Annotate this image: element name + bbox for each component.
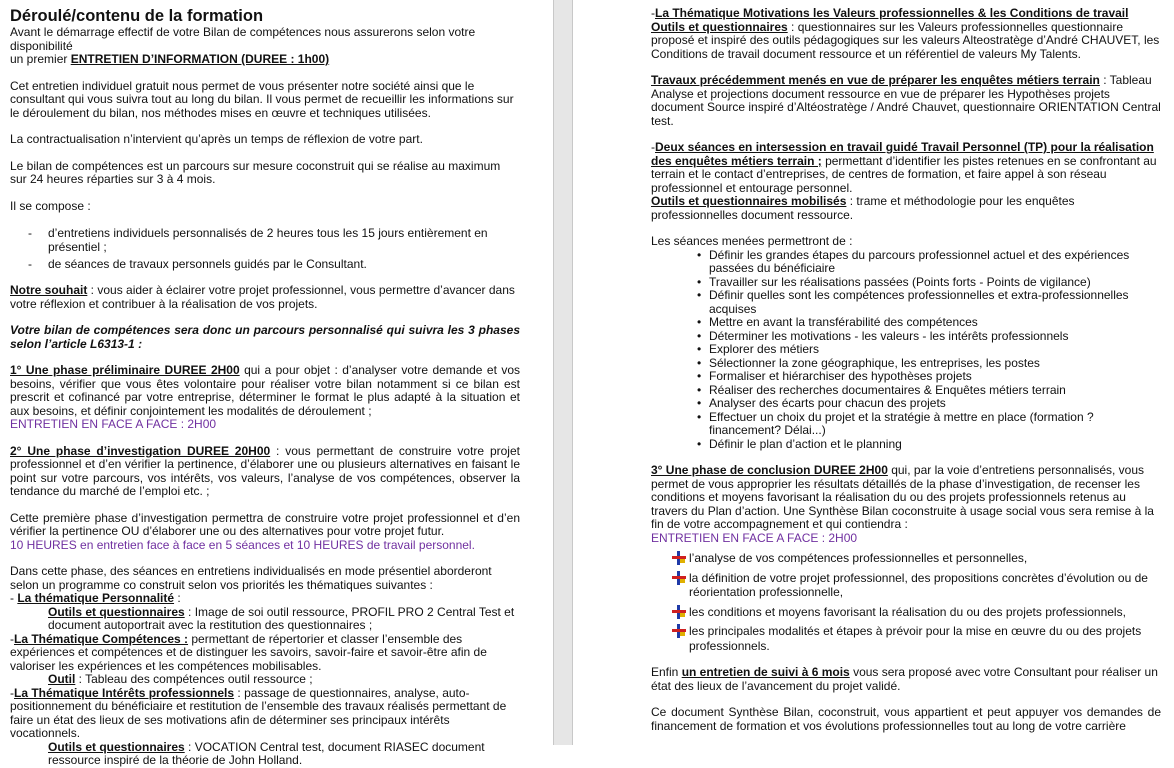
synthese-item: les conditions et moyens favorisant la réalisation du ou des projets professionnels,: [669, 605, 1161, 620]
phase1-duration: ENTRETIEN EN FACE A FACE : 2H00: [10, 417, 217, 431]
list-item: • Explorer des métiers: [697, 343, 1161, 357]
list-item: • Définir quelles sont les compétences professionnelles et extra-professionnelles acquises: [697, 289, 1161, 316]
premiere-phase-paragraph: Cette première phase d’investigation permettra de construire votre projet professionnel et d’en vérifier la pertinence OU d’élaborer une ou des alternatives pour votre projet futur.: [10, 510, 520, 538]
personnalite-outils: Outils et questionnaires : Image de soi outil ressource, PROFIL PRO 2 Central Test et document autoportrait avec la restitution des questionnaires ;: [48, 604, 515, 632]
synthese-item: l’analyse de vos compétences professionnelles et personnelles,: [669, 551, 1161, 566]
dash-item: - de séances de travaux personnels guidés par le Consultant.: [28, 257, 367, 271]
seances-intro: Les séances menées permettront de :: [651, 234, 853, 248]
dash-item: - d’entretiens individuels personnalisés de 2 heures tous les 15 jours entièrement en présentiel ;: [28, 226, 488, 254]
suivi-paragraph: Enfin un entretien de suivi à 6 mois vous sera proposé avec votre Consultant pour réaliser un état des lieux de l’avancement du projet validé.: [651, 665, 1158, 693]
page-left-content: [10, 0, 520, 768]
entretien-information-label: ENTRETIEN D’INFORMATION (DUREE : 1h00): [70, 52, 330, 66]
flag-bullet-icon: [669, 551, 689, 565]
intersession-paragraph: -Deux séances en intersession en travail guidé Travail Personnel (TP) pour la réalisation des enquêtes métiers terrain ; permettant d’identifier les pistes retenues en se confrontant au terrain et le contact d’entreprises, de centres de formation, et faire appel à son réseau professionnel et entourage personnel.: [651, 140, 1157, 195]
dash-marker: -: [28, 257, 32, 271]
phase2-paragraph: 2° Une phase d’investigation DUREE 20H00 : vous permettant de construire votre projet professionnel et d’en vérifier la pertinence, d’élaborer une ou plusieurs alternatives en faisant le point sur votre parcours, vos intérêts, vos valeurs, l’analyse de vos compétences, observer la tendance du marché de l’emploi etc. ;: [10, 443, 520, 498]
theme-motivations: -La Thématique Motivations les Valeurs professionnelles & les Conditions de travail: [651, 6, 1129, 20]
flag-bullet-icon: [669, 624, 689, 638]
section-title: Déroulé/contenu de la formation: [10, 7, 264, 25]
theme-competences: -La Thématique Compétences : permettant de répertorier et classer l’ensemble des expériences et compétences et de distinguer les savoirs, savoir-faire et savoir-être afin de valoriser les expériences et les compétences mobilisables.: [10, 631, 487, 673]
phase3-paragraph: 3° Une phase de conclusion DUREE 2H00 qui, par la voie d’entretiens personnalisés, vous permet de vous approprier les résultats détaillés de la phase d’investigation, de recenser les conditions et moyens favorisant la réalisation du ou des projets professionnels retenus au travers du Plan d’action. Une Synthèse Bilan coconstruite à usage social vous sera remise à la fin de votre accompagnement et qui contiendra :: [651, 463, 1154, 531]
bilan-phases-intro: Votre bilan de compétences sera donc un parcours personnalisé qui suivra les 3 phases selon l’article L6313-1 :: [10, 323, 520, 351]
flag-bullet-icon: [669, 571, 689, 585]
dash-marker: -: [28, 226, 32, 240]
document-page-right: [573, 0, 1174, 745]
synthese-document-paragraph: Ce document Synthèse Bilan, coconstruit, vous appartient et peut appuyer vos demandes de financement de formation et vos évolutions professionnelles tout au long de votre carrière: [651, 705, 1161, 733]
dans-phase-paragraph: Dans cette phase, des séances en entretiens individualisés en mode présentiel aborderont selon un programme co construit selon vos priorités les thématiques suivantes :: [10, 564, 492, 592]
list-item: • Mettre en avant la transférabilité des compétences: [697, 316, 1161, 330]
interets-outils: Outils et questionnaires : VOCATION Central test, document RIASEC document ressource inspiré de la théorie de John Holland.: [48, 739, 485, 767]
phase2-duration: 10 HEURES en entretien face à face en 5 séances et 10 HEURES de travail personnel.: [10, 537, 475, 552]
parcours-paragraph: Le bilan de compétences est un parcours sur mesure coconstruit qui se réalise au maximum sur 24 heures réparties sur 3 à 4 mois.: [10, 158, 501, 186]
intersession-outils: Outils et questionnaires mobilisés : trame et méthodologie pour les enquêtes professionnelles document ressource.: [651, 194, 1075, 222]
list-item: • Formaliser et hiérarchiser des hypothèses projets: [697, 370, 1161, 384]
contract-paragraph: La contractualisation n’intervient qu’après un temps de réflexion de votre part.: [10, 132, 423, 146]
seances-bullet-list: [651, 249, 1161, 452]
page-gutter: [553, 0, 573, 745]
list-item: • Définir le plan d’action et le planning: [697, 438, 1161, 452]
synthese-item: la définition de votre projet professionnel, des propositions concrètes d’évolution ou de réorientation professionnelle,: [669, 571, 1161, 600]
theme-personnalite: - La thématique Personnalité :: [10, 591, 181, 605]
intro-paragraph: Avant le démarrage effectif de votre Bilan de compétences nous assurerons selon votre disponibilité un premier ENTRETIEN D’INFORMATION (DUREE : 1h00): [10, 25, 476, 66]
phase3-duration: ENTRETIEN EN FACE A FACE : 2H00: [651, 530, 858, 545]
souhait-paragraph: Notre souhait : vous aider à éclairer votre projet professionnel, vous permettre d’avancer dans votre réflexion et contribuer à la réalisation de vos projets.: [10, 283, 515, 311]
compose-paragraph: Il se compose :: [10, 198, 91, 213]
phase1-paragraph: 1° Une phase préliminaire DUREE 2H00 qui a pour objet : d’analyser votre demande et vos besoins, vérifier que vous êtes volontaire pour réaliser votre bilan notamment si ce bilan est prescrit et cofinancé par votre entreprise, déterminer le format le plus adapté à la situation et aux besoins, et définir conjointement les modalités de déroulement ;: [10, 363, 521, 418]
travaux-paragraph: Travaux précédemment menés en vue de préparer les enquêtes métiers terrain : Tableau Analyse et projections document ressource en vue de préparer les Hypothèses projets document Source inspiré d’Altéostratège / André Chauvet, questionnaire ORIENTATION Central test.: [651, 73, 1161, 128]
list-item: • Déterminer les motivations - les valeurs - les intérêts professionnels: [697, 330, 1161, 344]
list-item: • Effectuer un choix du projet et la stratégie à mettre en place (formation ? financement? Délai...): [697, 411, 1161, 438]
theme-interets: -La Thématique Intérêts professionnels : passage de questionnaires, analyse, auto-positionnement du bénéficiaire et restitution de l’ensemble des travaux réalisés permettant de faire un état des lieux de ses motivations afin de déterminer ses principaux intérêts vocationnels.: [10, 685, 507, 740]
list-item: • Analyser des écarts pour chacun des projets: [697, 397, 1161, 411]
synthese-item: les principales modalités et étapes à prévoir pour la mise en œuvre du ou des projets professionnels.: [669, 624, 1161, 653]
entretien-paragraph: Cet entretien individuel gratuit nous permet de vous présenter notre société ainsi que le consultant qui vous suivra tout au long du bilan. Il vous permet de recueillir les informations sur le déroulement du bilan, nos méthodes mises en œuvre et techniques utilisées.: [10, 78, 514, 120]
competences-outil: Outil : Tableau des compétences outil ressource ;: [48, 672, 313, 686]
list-item: • Réaliser des recherches documentaires & Enquêtes métiers terrain: [697, 384, 1161, 398]
page-right-content: [651, 0, 1161, 733]
list-item: • Travailler sur les réalisations passées (Points forts - Points de vigilance): [697, 276, 1161, 290]
list-item: • Définir les grandes étapes du parcours professionnel actuel et des expériences passées du bénéficiaire: [697, 249, 1161, 276]
document-page-left: [0, 0, 553, 767]
motivations-outils: Outils et questionnaires : questionnaires sur les Valeurs professionnelles questionnaire proposé et inspiré des outils pédagogiques sur les valeurs Alteostratège d’André CHAUVET, les Conditions de travail document ressource et un référentiel de valeurs My Talents.: [651, 19, 1160, 61]
list-item: • Sélectionner la zone géographique, les entreprises, les postes: [697, 357, 1161, 371]
flag-bullet-icon: [669, 605, 689, 619]
